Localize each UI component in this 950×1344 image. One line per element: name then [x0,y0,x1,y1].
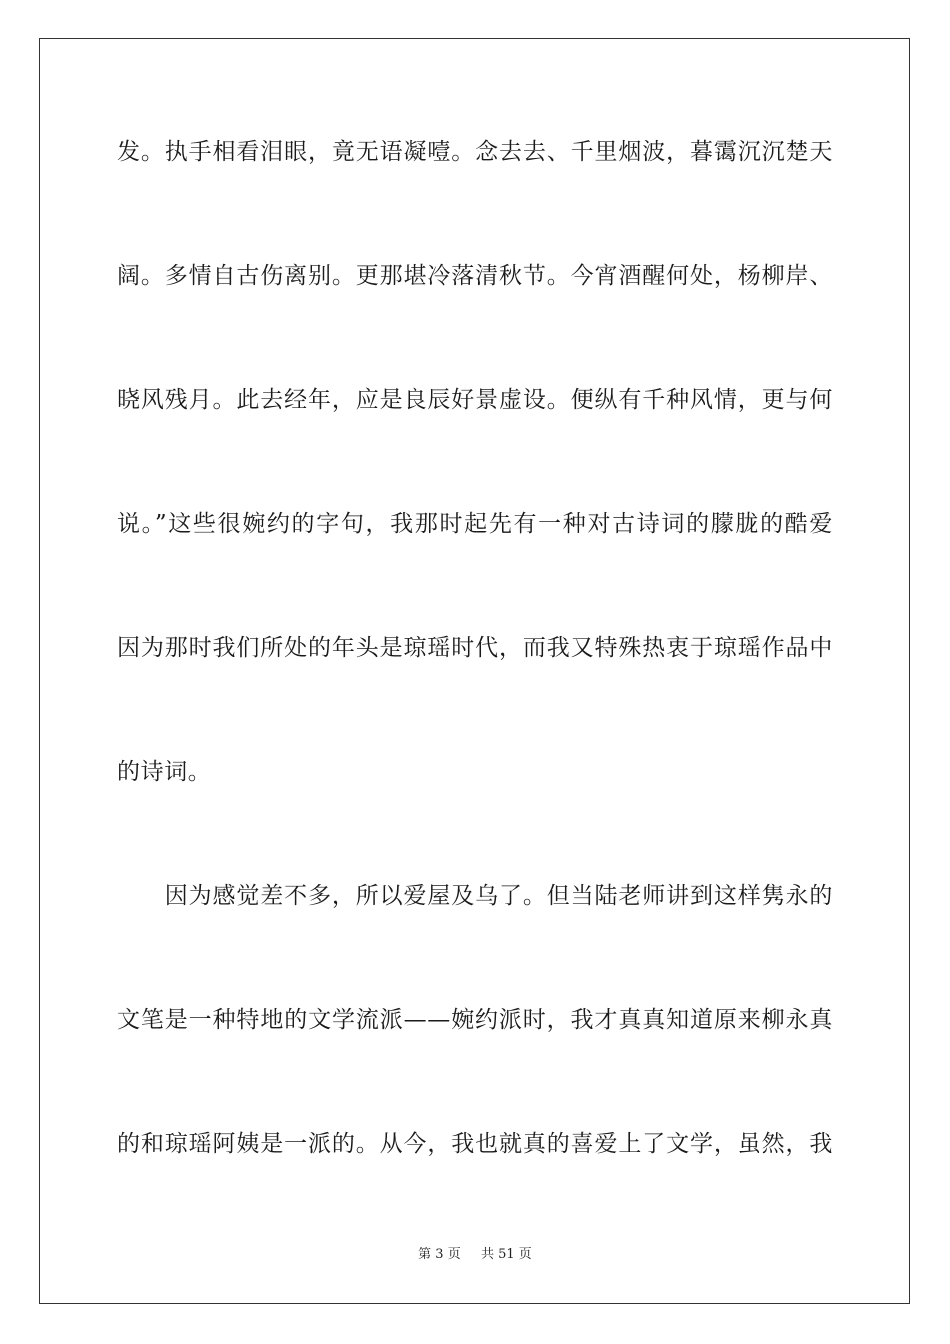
paragraph-line: 的诗词。 [117,759,212,785]
paragraph-line: 阔。多情自古伤离别。更那堪冷落清秋节。今宵酒醒何处，杨柳岸、 [117,263,833,289]
page-footer [0,1246,950,1264]
page-number: 第 3 页 [418,1247,461,1262]
paragraph-line: 因为感觉差不多，所以爱屋及乌了。但当陆老师讲到这样隽永的 [117,883,833,909]
paragraph-line: 因为那时我们所处的年头是琼瑶时代，而我又特殊热衷于琼瑶作品中 [117,635,833,661]
page-total: 共 51 页 [481,1247,532,1262]
paragraph-line: 的和琼瑶阿姨是一派的。从今，我也就真的喜爱上了文学，虽然，我 [117,1131,833,1157]
paragraph-line: 晓风残月。此去经年，应是良辰好景虚设。便纵有千种风情，更与何 [117,387,833,413]
paragraph-line: 发。执手相看泪眼，竟无语凝噎。念去去、千里烟波，暮霭沉沉楚天 [117,139,833,165]
page-border [39,38,910,1304]
paragraph-line: 说。”这些很婉约的字句，我那时起先有一种对古诗词的朦胧的酷爱 [117,511,833,537]
paragraph-line: 文笔是一种特地的文学流派——婉约派时，我才真真知道原来柳永真 [117,1007,833,1033]
